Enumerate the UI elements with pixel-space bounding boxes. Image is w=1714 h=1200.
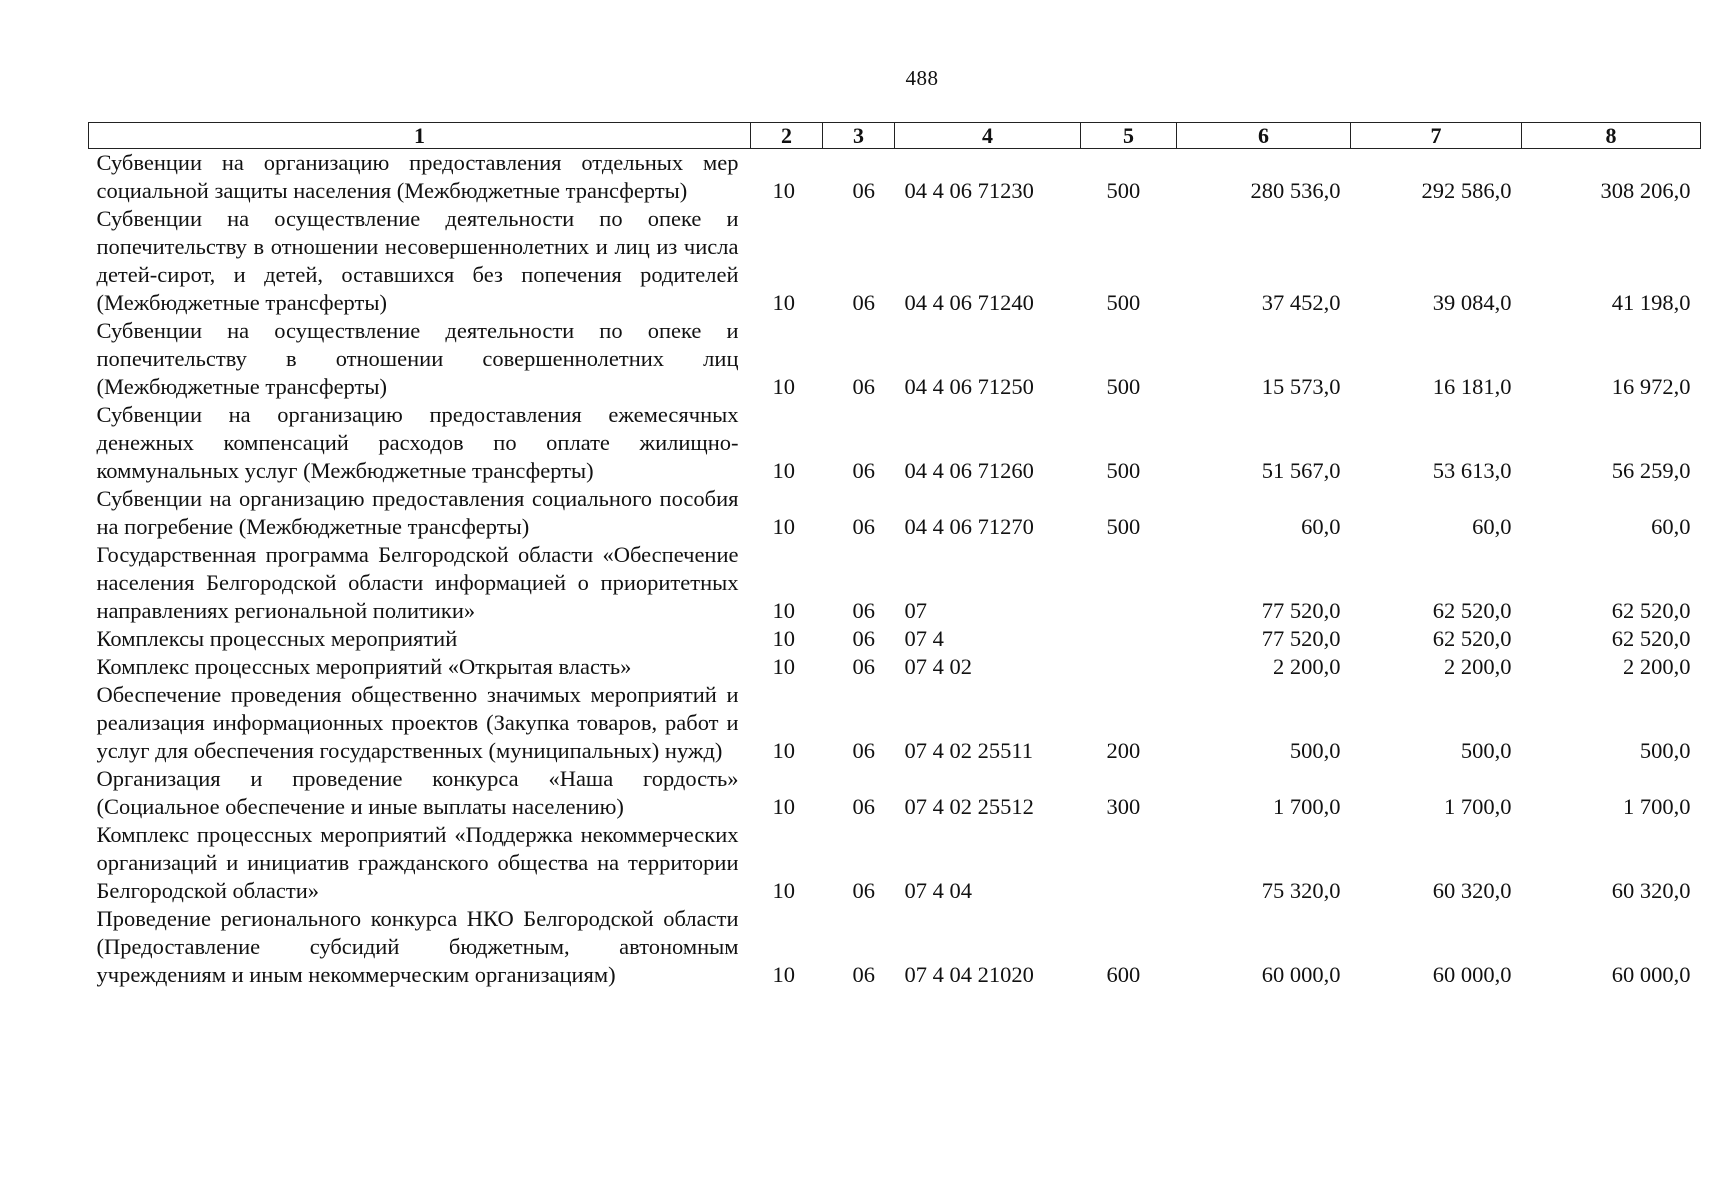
budget-table [88, 122, 1701, 989]
row-expense-type: 500 [1106, 458, 1141, 483]
table-row [89, 821, 1701, 905]
row-value-col7: 292 586,0 [1421, 178, 1512, 203]
row-name: Субвенции на организацию предоставления ежемесячных денежных компенсаций расходов по оплате жилищно-коммунальных услуг (Межбюджетные трансферты) [96, 402, 739, 483]
row-subsection: 06 [852, 738, 875, 763]
row-expense-type: 500 [1106, 374, 1141, 399]
row-value-col6: 60,0 [1301, 514, 1341, 539]
row-value-col7: 39 084,0 [1432, 290, 1512, 315]
row-expense-type [1081, 653, 1177, 681]
row-value-col8: 500,0 [1639, 738, 1691, 763]
row-section: 10 [772, 598, 795, 623]
row-value-col7: 60,0 [1472, 514, 1512, 539]
table-row [89, 317, 1701, 401]
row-subsection: 06 [852, 794, 875, 819]
row-value-col8: 62 520,0 [1611, 626, 1691, 651]
row-name: Организация и проведение конкурса «Наша гордость» (Социальное обеспечение и иные выплаты населению) [96, 766, 739, 819]
row-subsection: 06 [852, 374, 875, 399]
table-header-row [89, 123, 1701, 149]
row-target-code: 07 4 04 [904, 878, 972, 903]
row-value-col8: 41 198,0 [1611, 290, 1691, 315]
row-expense-type: 500 [1106, 514, 1141, 539]
row-subsection: 06 [852, 178, 875, 203]
row-subsection: 06 [852, 654, 875, 679]
row-subsection: 06 [852, 598, 875, 623]
row-name: Обеспечение проведения общественно значимых мероприятий и реализация информационных проектов (Закупка товаров, работ и услуг для обеспечения государственных (муниципальных) нужд) [96, 682, 739, 763]
column-header: 6 [1177, 123, 1351, 149]
row-value-col6: 75 320,0 [1261, 878, 1341, 903]
row-value-col8: 60 320,0 [1611, 878, 1691, 903]
row-expense-type [1081, 541, 1177, 625]
row-subsection: 06 [852, 626, 875, 651]
row-expense-type: 500 [1106, 178, 1141, 203]
row-target-code: 07 [904, 598, 927, 623]
row-target-code: 04 4 06 71250 [904, 374, 1034, 399]
row-expense-type: 500 [1106, 290, 1141, 315]
row-value-col7: 62 520,0 [1432, 598, 1512, 623]
row-value-col7: 60 000,0 [1432, 962, 1512, 987]
row-value-col6: 60 000,0 [1261, 962, 1341, 987]
row-section: 10 [772, 458, 795, 483]
row-section: 10 [772, 178, 795, 203]
row-value-col7: 500,0 [1460, 738, 1512, 763]
row-section: 10 [772, 374, 795, 399]
row-value-col8: 2 200,0 [1623, 654, 1691, 679]
row-name: Субвенции на организацию предоставления отдельных мер социальной защиты населения (Межбюджетные трансферты) [96, 150, 739, 203]
row-target-code: 07 4 02 25511 [904, 738, 1034, 763]
row-name: Субвенции на осуществление деятельности по опеке и попечительству в отношении несовершеннолетних и лиц из числа детей-сирот, и детей, оставшихся без попечения родителей (Межбюджетные трансферты) [96, 206, 739, 315]
row-subsection: 06 [852, 514, 875, 539]
row-subsection: 06 [852, 878, 875, 903]
table-row [89, 625, 1701, 653]
row-section: 10 [772, 962, 795, 987]
table-row [89, 149, 1701, 206]
row-value-col6: 1 700,0 [1273, 794, 1341, 819]
row-name: Государственная программа Белгородской области «Обеспечение населения Белгородской области информацией о приоритетных направлениях региональной политики» [96, 542, 739, 623]
column-header: 3 [823, 123, 895, 149]
row-value-col6: 51 567,0 [1261, 458, 1341, 483]
row-name: Комплекс процессных мероприятий «Открытая власть» [96, 654, 632, 679]
row-section: 10 [772, 290, 795, 315]
row-name: Комплекс процессных мероприятий «Поддержка некоммерческих организаций и инициатив гражданского общества на территории Белгородской области» [96, 822, 739, 903]
row-target-code: 07 4 [904, 626, 944, 651]
row-value-col8: 56 259,0 [1611, 458, 1691, 483]
page-number: 488 [905, 66, 939, 90]
column-header: 7 [1351, 123, 1522, 149]
column-header: 2 [751, 123, 823, 149]
row-target-code: 07 4 02 [904, 654, 972, 679]
row-value-col7: 62 520,0 [1432, 626, 1512, 651]
table-row [89, 485, 1701, 541]
row-value-col6: 500,0 [1289, 738, 1341, 763]
row-value-col8: 1 700,0 [1623, 794, 1691, 819]
table-row [89, 653, 1701, 681]
row-name: Комплексы процессных мероприятий [96, 626, 458, 651]
table-row [89, 205, 1701, 317]
row-value-col6: 77 520,0 [1261, 598, 1341, 623]
row-expense-type: 200 [1106, 738, 1141, 763]
row-value-col6: 280 536,0 [1250, 178, 1341, 203]
row-value-col7: 16 181,0 [1432, 374, 1512, 399]
row-name: Субвенции на осуществление деятельности по опеке и попечительству в отношении совершеннолетних лиц (Межбюджетные трансферты) [96, 318, 739, 399]
row-value-col7: 1 700,0 [1444, 794, 1512, 819]
column-header: 1 [89, 123, 751, 149]
row-subsection: 06 [852, 962, 875, 987]
row-value-col6: 15 573,0 [1261, 374, 1341, 399]
row-value-col8: 60 000,0 [1611, 962, 1691, 987]
row-expense-type: 300 [1106, 794, 1141, 819]
row-value-col8: 62 520,0 [1611, 598, 1691, 623]
table-row [89, 401, 1701, 485]
row-name: Проведение регионального конкурса НКО Белгородской области (Предоставление субсидий бюджетным, автономным учреждениям и иным некоммерческим организациям) [96, 906, 739, 987]
row-section: 10 [772, 794, 795, 819]
column-header: 8 [1522, 123, 1701, 149]
row-value-col7: 60 320,0 [1432, 878, 1512, 903]
table-body [89, 149, 1701, 990]
row-section: 10 [772, 878, 795, 903]
row-section: 10 [772, 514, 795, 539]
row-value-col7: 2 200,0 [1444, 654, 1512, 679]
row-expense-type: 600 [1106, 962, 1141, 987]
row-section: 10 [772, 738, 795, 763]
row-section: 10 [772, 654, 795, 679]
row-value-col6: 77 520,0 [1261, 626, 1341, 651]
column-header: 5 [1081, 123, 1177, 149]
row-target-code: 04 4 06 71240 [904, 290, 1034, 315]
row-target-code: 04 4 06 71230 [904, 178, 1034, 203]
row-target-code: 04 4 06 71270 [904, 514, 1034, 539]
row-section: 10 [772, 626, 795, 651]
table-row [89, 905, 1701, 989]
column-header: 4 [895, 123, 1081, 149]
row-expense-type [1081, 625, 1177, 653]
row-subsection: 06 [852, 458, 875, 483]
row-target-code: 07 4 02 25512 [904, 794, 1034, 819]
row-name: Субвенции на организацию предоставления социального пособия на погребение (Межбюджетные трансферты) [96, 486, 739, 539]
row-target-code: 07 4 04 21020 [904, 962, 1034, 987]
row-expense-type [1081, 821, 1177, 905]
row-value-col8: 60,0 [1651, 514, 1691, 539]
table-row [89, 765, 1701, 821]
table-row [89, 681, 1701, 765]
row-value-col8: 16 972,0 [1611, 374, 1691, 399]
table-row [89, 541, 1701, 625]
row-value-col7: 53 613,0 [1432, 458, 1512, 483]
row-value-col8: 308 206,0 [1600, 178, 1691, 203]
row-value-col6: 37 452,0 [1261, 290, 1341, 315]
row-subsection: 06 [852, 290, 875, 315]
row-value-col6: 2 200,0 [1273, 654, 1341, 679]
row-target-code: 04 4 06 71260 [904, 458, 1034, 483]
